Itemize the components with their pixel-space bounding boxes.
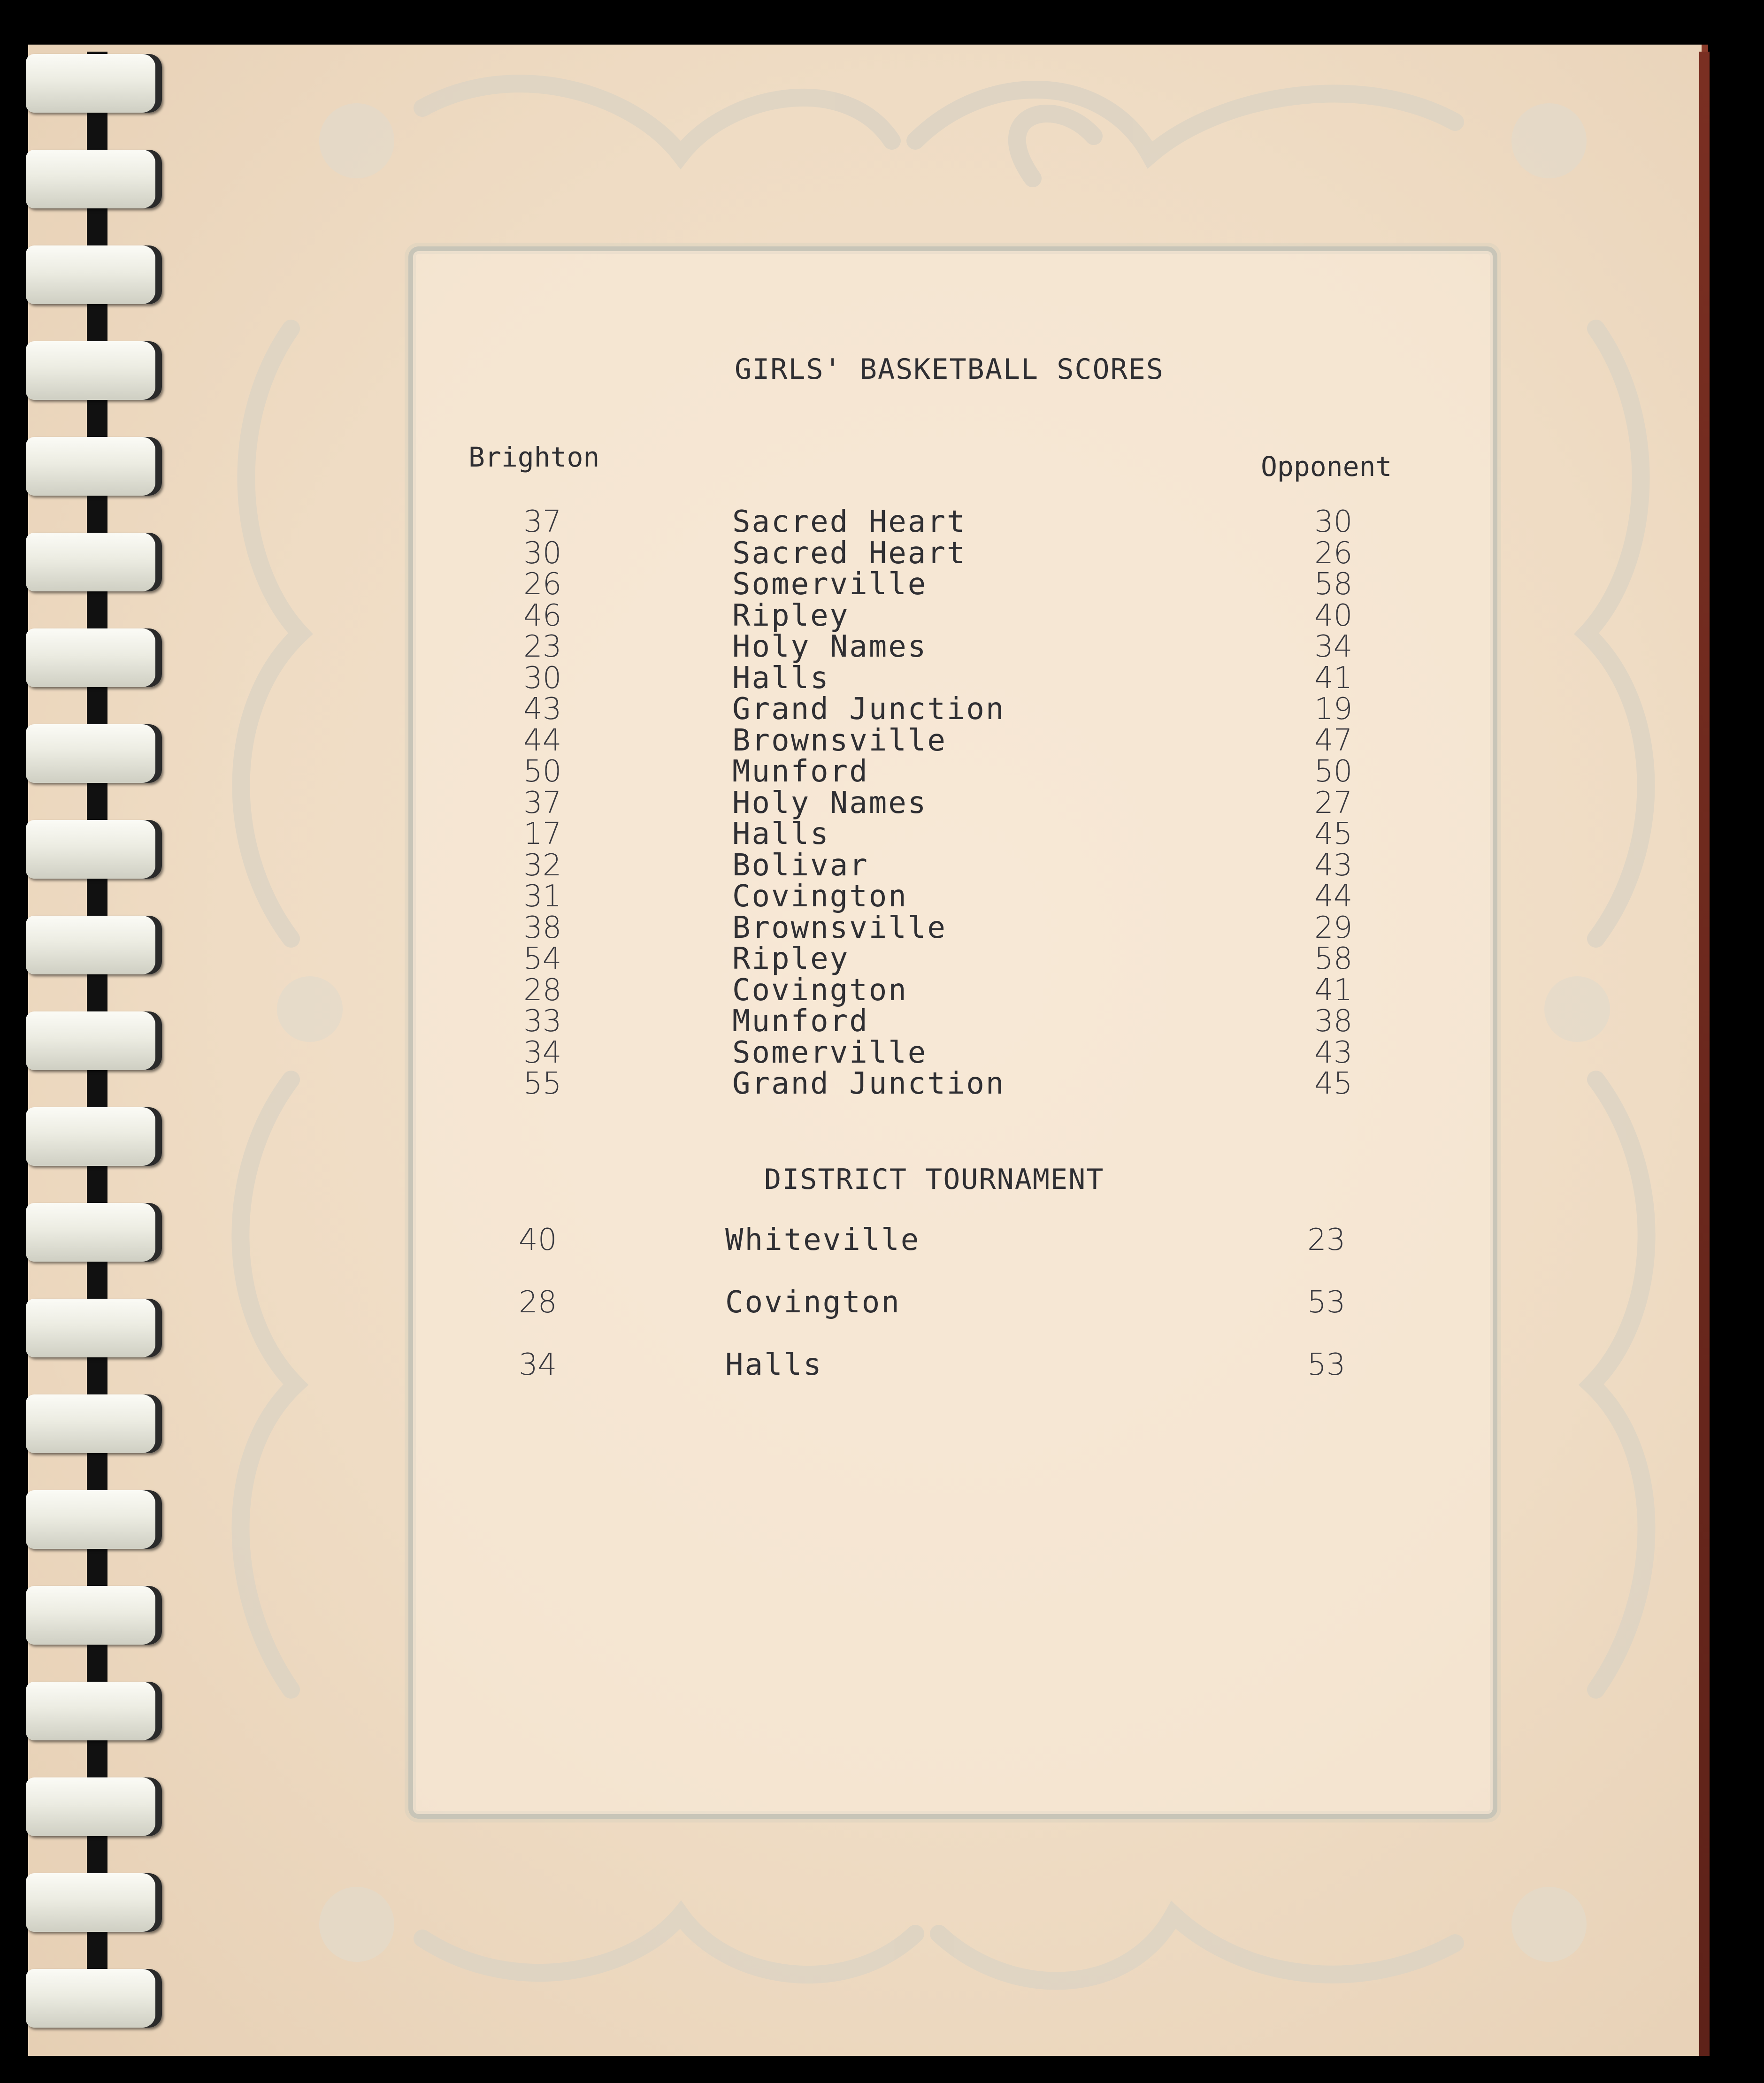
binding-ring [26,1394,162,1453]
brighton-score: 55 [523,1066,562,1101]
opponent-score: 47 [1314,723,1353,758]
opponent-team: Covington [732,973,908,1008]
opponent-team: Halls [732,817,830,851]
brighton-score: 44 [523,723,562,758]
brighton-score: 33 [523,1004,562,1039]
opponent-score: 45 [1314,1066,1353,1101]
opponent-score: 43 [1314,848,1353,883]
opponent-team: Covington [725,1285,901,1320]
opponent-team: Somerville [732,567,928,602]
opponent-team: Sacred Heart [732,536,966,571]
binding-ring [26,341,162,400]
brighton-score: 50 [523,754,562,789]
opponent-team: Grand Junction [732,1066,1005,1101]
brighton-score: 31 [523,879,562,914]
opponent-score: 26 [1314,536,1353,571]
brighton-score: 34 [519,1348,557,1382]
opponent-team: Holy Names [732,629,928,664]
binding-ring [26,150,162,208]
binding-ring [26,245,162,304]
binding-ring [26,1107,162,1166]
opponent-score: 53 [1307,1348,1346,1382]
opponent-score: 44 [1314,879,1353,914]
page-title: GIRLS' BASKETBALL SCORES [735,353,1164,386]
opponent-team: Bolivar [732,848,869,883]
opponent-team: Munford [732,1004,869,1039]
opponent-team: Sacred Heart [732,505,966,539]
brighton-score: 28 [519,1285,557,1320]
binding-ring [26,1011,162,1070]
opponent-score: 27 [1314,785,1353,820]
opponent-team: Halls [725,1348,823,1382]
opponent-score: 29 [1314,910,1353,945]
opponent-score: 30 [1314,505,1353,539]
brighton-score: 23 [523,629,562,664]
binding-ring [26,1777,162,1836]
opponent-score: 40 [1314,598,1353,633]
binding-ring [26,1873,162,1932]
opponent-team: Brownsville [732,910,947,945]
binding-ring [26,1586,162,1645]
opponent-score: 41 [1314,660,1353,696]
brighton-score: 38 [523,910,562,945]
brighton-score: 34 [523,1035,562,1070]
brighton-score: 32 [523,848,562,883]
opponent-team: Holy Names [732,785,928,820]
opponent-team: Somerville [732,1035,928,1070]
binding-ring [26,916,162,974]
opponent-score: 43 [1314,1035,1353,1070]
cover-edge [1699,52,1710,2056]
brighton-score: 46 [523,598,562,633]
opponent-team: Ripley [732,598,850,633]
binding-ring [26,1682,162,1740]
brighton-column-header: Brighton [468,441,600,473]
binding-ring [26,533,162,591]
opponent-score: 23 [1307,1223,1346,1257]
opponent-team: Ripley [732,942,850,976]
brighton-score: 40 [519,1223,557,1257]
binding-ring [26,724,162,783]
brighton-score: 54 [523,942,562,976]
brighton-score: 43 [523,692,562,727]
brighton-score: 28 [523,973,562,1008]
opponent-score: 45 [1314,817,1353,851]
opponent-score: 50 [1314,754,1353,789]
brighton-score: 37 [523,785,562,820]
opponent-team: Covington [732,879,908,914]
brighton-score: 26 [523,567,562,602]
opponent-team: Whiteville [725,1223,920,1257]
opponent-score: 53 [1307,1285,1346,1320]
opponent-score: 38 [1314,1004,1353,1039]
binding-ring [26,1299,162,1357]
binding-ring [26,820,162,879]
opponent-team: Grand Junction [732,692,1005,727]
binding-ring [26,628,162,687]
binding-ring [26,1203,162,1262]
brighton-score: 17 [523,817,562,851]
spiral-binding [0,0,178,2083]
binding-ring [26,1969,162,2028]
opponent-score: 19 [1314,692,1353,727]
binding-ring [26,1490,162,1549]
opponent-score: 34 [1314,629,1353,664]
opponent-team: Brownsville [732,723,947,758]
brighton-score: 30 [523,536,562,571]
brighton-score: 37 [523,505,562,539]
tournament-title: DISTRICT TOURNAMENT [764,1163,1104,1196]
binding-ring [26,54,162,113]
opponent-score: 58 [1314,567,1353,602]
binding-ring [26,437,162,496]
opponent-score: 58 [1314,942,1353,976]
opponent-team: Munford [732,754,869,789]
opponent-column-header: Opponent [1261,451,1392,482]
opponent-team: Halls [732,660,830,696]
brighton-score: 30 [523,660,562,696]
opponent-score: 41 [1314,973,1353,1008]
